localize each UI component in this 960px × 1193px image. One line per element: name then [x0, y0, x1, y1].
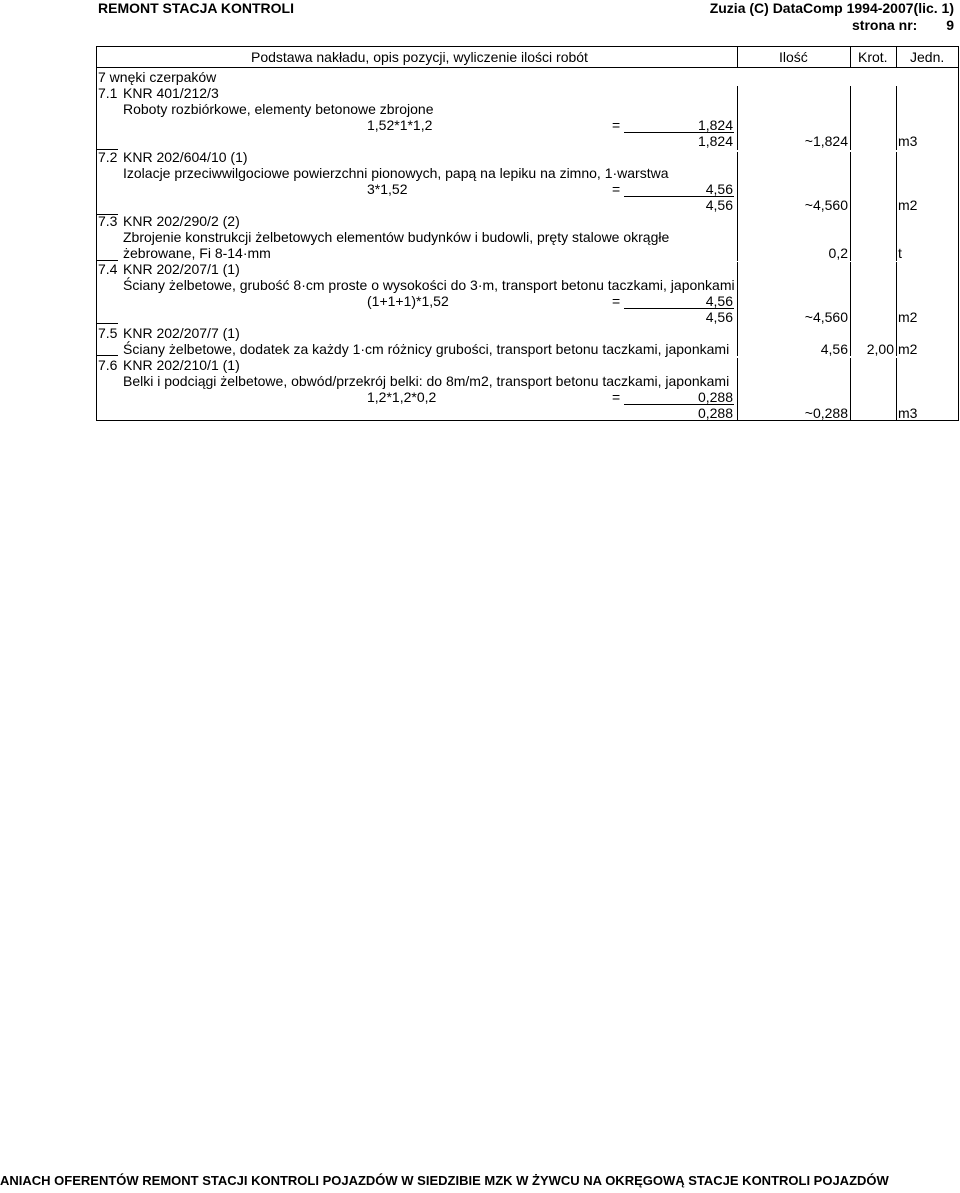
col-divider — [896, 215, 897, 261]
item-equals: = — [612, 117, 621, 133]
row-separator — [96, 323, 118, 324]
item-times: 2,00 — [866, 341, 894, 357]
col-divider — [737, 215, 738, 261]
item-formula: (1+1+1)*1,52 — [367, 293, 449, 309]
page-number: 9 — [946, 17, 954, 33]
item-quantity: 4,56 — [820, 341, 848, 357]
item-description: Roboty rozbiórkowe, elementy betonowe zbrojone — [123, 101, 434, 117]
col-divider — [737, 152, 738, 216]
item-total: ~4,560 — [804, 197, 848, 213]
item-description: Zbrojenie konstrukcji żelbetowych elementów budynków i budowli, pręty stalowe okrągłe — [123, 229, 670, 245]
item-number: 7.4 — [98, 261, 118, 277]
item-description: Ściany żelbetowe, grubość 8·cm proste o wysokości do 3·m, transport betonu taczkami, japonkami — [123, 277, 735, 293]
col-divider — [850, 215, 851, 261]
col-divider — [850, 152, 851, 216]
item-description: Izolacje przeciwwilgociowe powierzchni pionowych, papą na lepiku na zimno, 1·warstwa — [123, 165, 669, 181]
col-divider — [850, 86, 851, 150]
item-equals: = — [612, 181, 621, 197]
col-divider — [896, 358, 897, 420]
col-divider — [896, 262, 897, 326]
header-description: Podstawa nakładu, opis pozycji, wyliczenie ilości robót — [251, 49, 588, 65]
item-basis: KNR 202/207/7 (1) — [123, 325, 240, 341]
col-divider — [737, 86, 738, 150]
col-divider — [850, 262, 851, 326]
header-times: Krot. — [858, 49, 888, 65]
header-bottom-border — [96, 67, 959, 68]
item-number: 7.1 — [98, 85, 118, 101]
item-total: ~1,824 — [804, 133, 848, 149]
item-basis: KNR 202/290/2 (2) — [123, 213, 240, 229]
col-divider — [850, 358, 851, 420]
col-divider — [737, 326, 738, 356]
col-divider-qty — [850, 46, 851, 67]
item-basis: KNR 202/604/10 (1) — [123, 149, 248, 165]
table-top-border — [96, 46, 959, 47]
document-title: REMONT STACJA KONTROLI — [98, 0, 294, 16]
item-unit: m2 — [898, 341, 918, 357]
table-left-border — [96, 46, 97, 420]
item-subtotal: 4,56 — [705, 309, 733, 325]
item-formula-result: 0,288 — [697, 389, 733, 405]
item-subtotal: 1,824 — [697, 133, 733, 149]
item-unit: m2 — [898, 309, 918, 325]
item-basis: KNR 202/210/1 (1) — [123, 357, 240, 373]
item-basis: KNR 401/212/3 — [123, 85, 219, 101]
item-number: 7.3 — [98, 213, 118, 229]
col-divider — [737, 358, 738, 420]
item-number: 7.5 — [98, 325, 118, 341]
section-title: 7 wnęki czerpaków — [98, 69, 217, 85]
item-number: 7.2 — [98, 149, 118, 165]
item-unit: m3 — [898, 133, 918, 149]
item-description: żebrowane, Fi 8-14·mm — [123, 245, 271, 261]
page-label: strona nr: — [852, 17, 918, 33]
item-formula: 1,52*1*1,2 — [367, 117, 433, 133]
col-divider — [850, 326, 851, 356]
item-equals: = — [612, 389, 621, 405]
col-divider-desc — [737, 46, 738, 67]
item-basis: KNR 202/207/1 (1) — [123, 261, 240, 277]
item-description: Belki i podciągi żelbetowe, obwód/przekrój belki: do 8m/m2, transport betonu taczkami, japonkami — [123, 373, 730, 389]
header-unit: Jedn. — [910, 49, 945, 65]
header-quantity: Ilość — [779, 49, 808, 65]
item-formula: 1,2*1,2*0,2 — [367, 389, 437, 405]
col-divider — [896, 86, 897, 150]
item-number: 7.6 — [98, 357, 118, 373]
row-separator — [96, 355, 118, 356]
col-divider — [737, 262, 738, 326]
col-divider — [896, 326, 897, 356]
item-formula-result: 4,56 — [705, 293, 733, 309]
item-total: ~0,288 — [804, 405, 848, 421]
item-subtotal: 0,288 — [697, 405, 733, 421]
item-unit: t — [898, 245, 902, 261]
item-quantity: 0,2 — [828, 245, 848, 261]
item-unit: m3 — [898, 405, 918, 421]
item-unit: m2 — [898, 197, 918, 213]
item-equals: = — [612, 293, 621, 309]
table-right-border — [958, 46, 959, 420]
item-subtotal: 4,56 — [705, 197, 733, 213]
page-footer: ANIACH OFERENTÓW REMONT STACJI KONTROLI POJAZDÓW W SIEDZIBIE MZK W ŻYWCU NA OKRĘGOWĄ STACJE KONTROLI POJAZDÓW — [0, 1173, 889, 1188]
col-divider — [896, 152, 897, 216]
program-info: Zuzia (C) DataComp 1994-2007(lic. 1) — [709, 0, 954, 16]
item-total: ~4,560 — [804, 309, 848, 325]
item-description: Ściany żelbetowe, dodatek za każdy 1·cm różnicy grubości, transport betonu taczkami, japonkami — [123, 341, 730, 357]
item-formula-result: 4,56 — [705, 181, 733, 197]
item-formula-result: 1,824 — [697, 117, 733, 133]
item-formula: 3*1,52 — [367, 181, 408, 197]
col-divider-times — [896, 46, 897, 67]
